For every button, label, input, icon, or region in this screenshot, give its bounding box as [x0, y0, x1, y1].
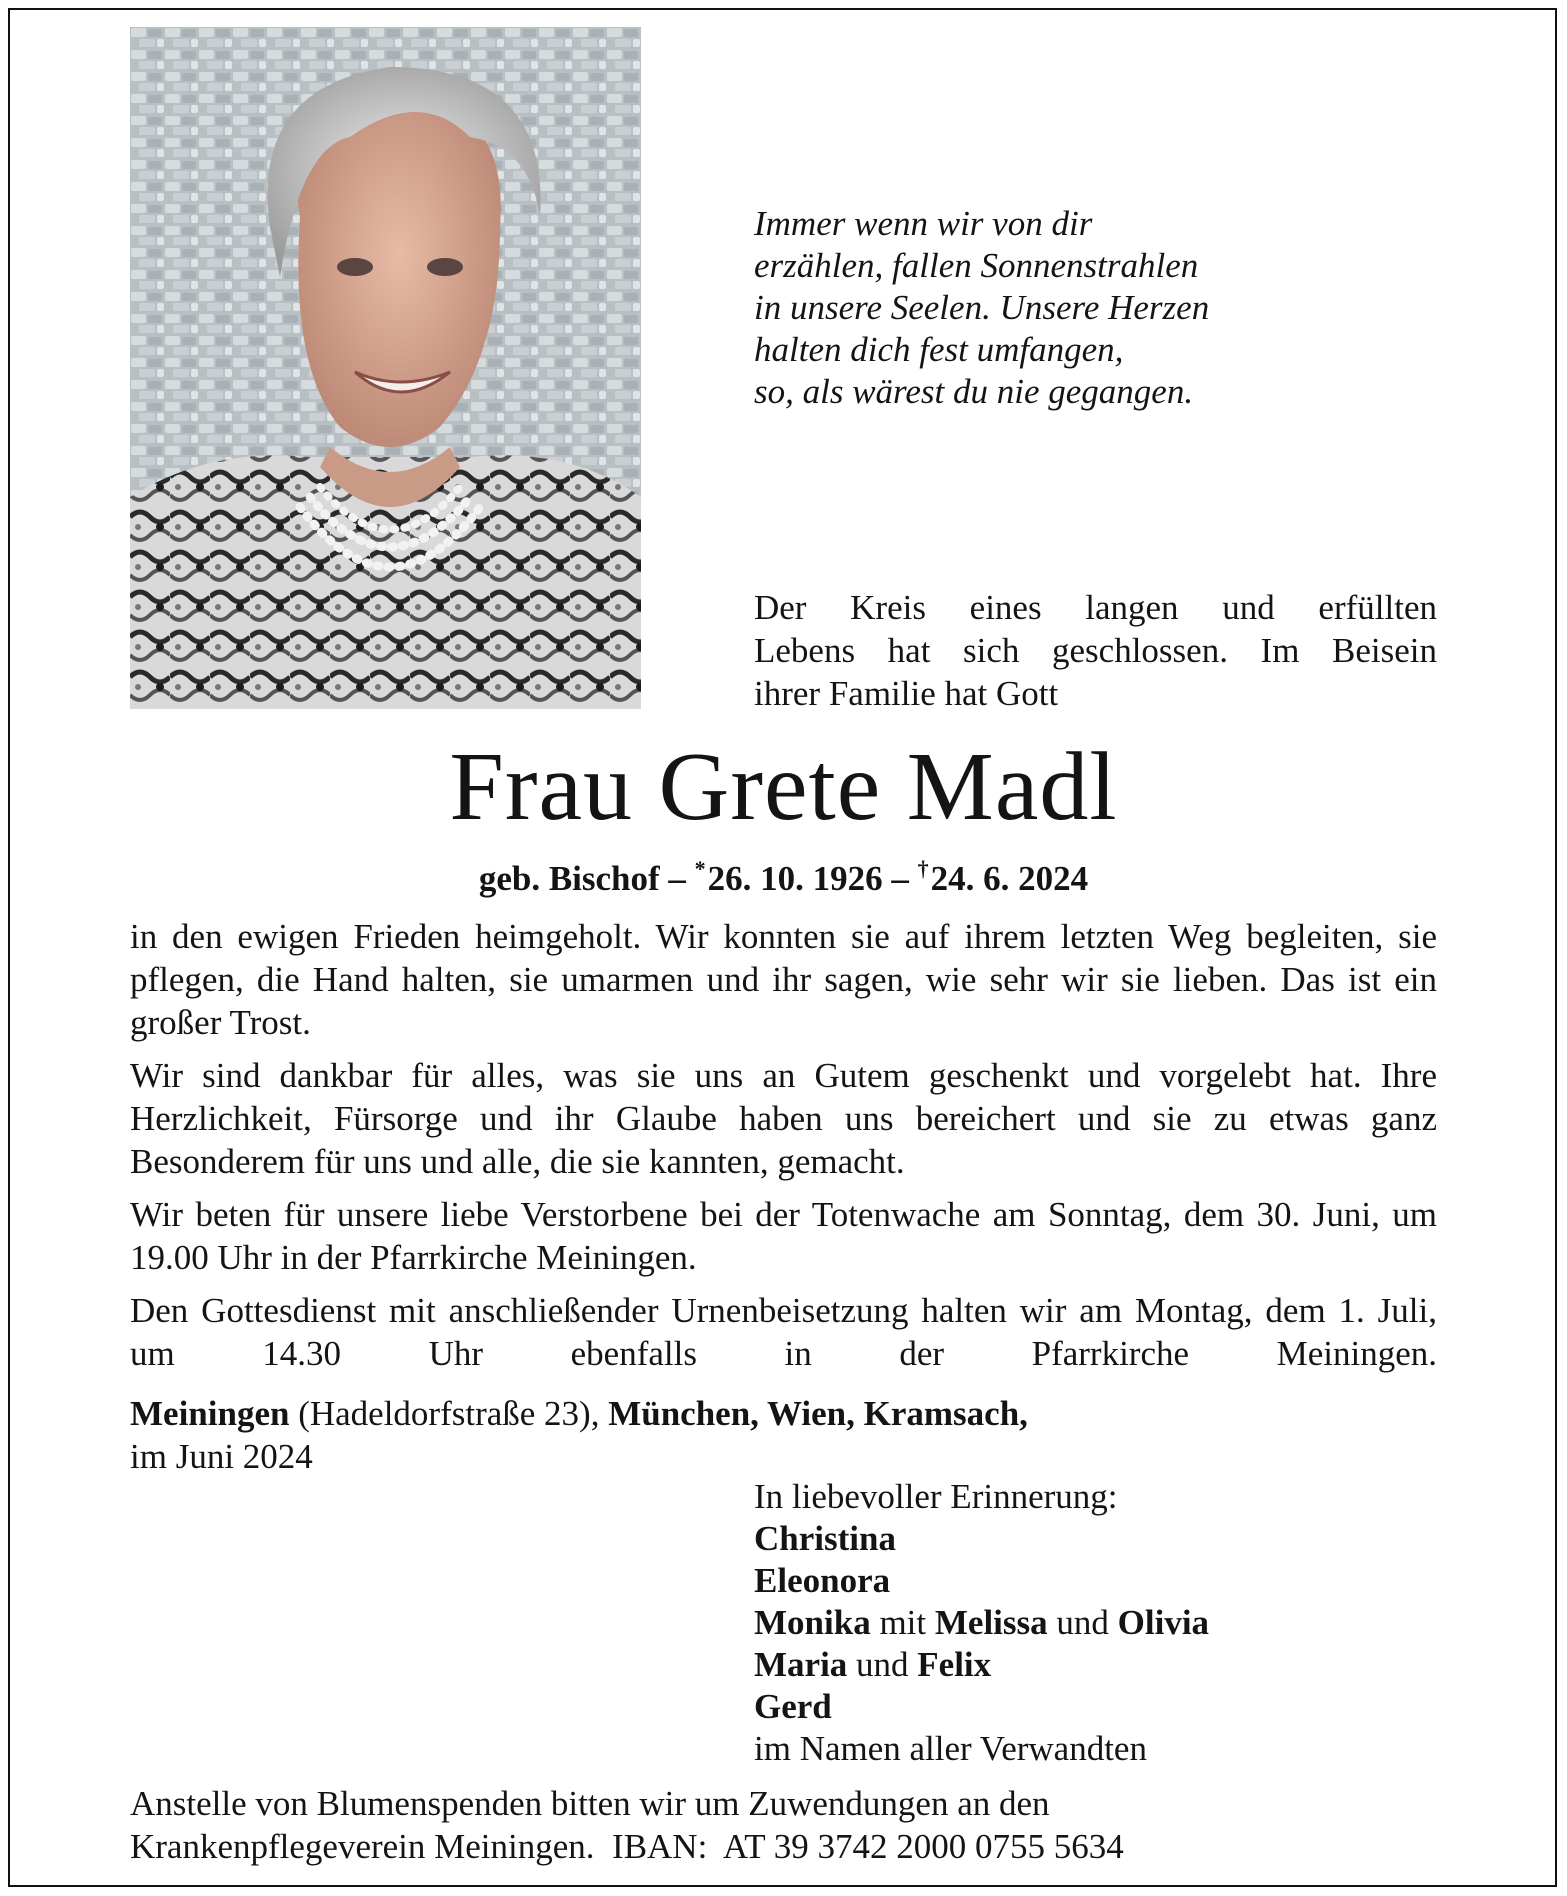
- memorial-quote: [754, 203, 1454, 413]
- place-and-date: [130, 1392, 1450, 1478]
- death-date: 24. 6. 2024: [930, 859, 1089, 898]
- mourners-heading: In liebevoller Erinnerung:: [754, 1477, 1118, 1516]
- birth-date: 26. 10. 1926: [707, 859, 883, 898]
- mourner-name: Melissa: [934, 1603, 1048, 1642]
- place-date: im Juni 2024: [130, 1437, 313, 1476]
- deceased-name: Frau Grete Madl: [449, 733, 1118, 841]
- connector-word: und: [1047, 1603, 1118, 1642]
- maiden-name: geb. Bischof: [478, 859, 660, 898]
- dash: –: [668, 859, 686, 898]
- mourner-name: Monika: [754, 1603, 871, 1642]
- donation-line: Anstelle von Blumenspenden bitten wir um Zuwendungen an den: [130, 1784, 1050, 1823]
- connector-word: mit: [870, 1603, 935, 1642]
- connector-word: und: [847, 1645, 918, 1684]
- place-address: (Hadeldorfstraße 23),: [289, 1394, 609, 1433]
- body-paragraph: in den ewigen Frieden heimgeholt. Wir konnten sie auf ihrem letzten Weg begleiten, sie pflegen, die Hand halten, sie umarmen und ihr sagen, wie sehr wir sie lieben. Das ist ein großer Trost.: [130, 917, 1437, 1042]
- mourner-name: Gerd: [754, 1687, 832, 1726]
- quote-line: halten dich fest umfangen,: [754, 330, 1124, 369]
- quote-line: Immer wenn wir von dir: [754, 204, 1093, 243]
- body-paragraph: Den Gottesdienst mit anschließender Urnenbeisetzung halten wir am Montag, dem 1. Juli, um 14.30 Uhr ebenfalls in der Pfarrkirche Meiningen.: [130, 1291, 1437, 1373]
- donation-note: [130, 1782, 1450, 1868]
- mourners-footer: im Namen aller Verwandten: [754, 1729, 1147, 1768]
- intro-line: Lebens hat sich geschlossen. Im Beisein: [754, 631, 1437, 670]
- death-symbol: †: [917, 856, 929, 881]
- mourner-name: Maria: [754, 1645, 848, 1684]
- birth-symbol: *: [694, 856, 706, 881]
- body-paragraph: Wir beten für unsere liebe Verstorbene bei der Totenwache am Sonntag, dem 30. Juni, um 19.00 Uhr in der Pfarrkirche Meiningen.: [130, 1195, 1437, 1277]
- place-other-cities: München, Wien, Kramsach,: [608, 1394, 1028, 1433]
- portrait-illustration: [130, 27, 641, 709]
- life-dates: [0, 848, 1567, 900]
- intro-line: ihrer Familie hat Gott: [754, 674, 1059, 713]
- place-city: Meiningen: [130, 1394, 290, 1433]
- quote-line: erzählen, fallen Sonnenstrahlen: [754, 246, 1199, 285]
- dash: –: [891, 859, 909, 898]
- mourner-name: Olivia: [1117, 1603, 1210, 1642]
- intro-line: Der Kreis eines langen und erfüllten: [754, 588, 1437, 627]
- donation-line: Krankenpflegeverein Meiningen. IBAN: AT 39 3742 2000 0755 5634: [130, 1827, 1124, 1866]
- quote-line: in unsere Seelen. Unsere Herzen: [754, 288, 1210, 327]
- portrait-photo: [130, 27, 641, 709]
- mourner-name: Christina: [754, 1519, 896, 1558]
- obituary-body: [130, 915, 1437, 1385]
- body-paragraph: Wir sind dankbar für alles, was sie uns an Gutem geschenkt und vorgelebt hat. Ihre Herzlichkeit, Fürsorge und ihr Glaube haben uns bereichert und sie zu etwas ganz Besonderem für uns und alle, die sie kannten, gemacht.: [130, 1056, 1437, 1181]
- quote-line: so, als wärest du nie gegangen.: [754, 372, 1194, 411]
- mourner-name: Eleonora: [754, 1561, 891, 1600]
- intro-text: [754, 586, 1437, 715]
- mourners-block: [754, 1476, 1454, 1770]
- place-line: [130, 1392, 1450, 1435]
- mourner-name: Felix: [917, 1645, 992, 1684]
